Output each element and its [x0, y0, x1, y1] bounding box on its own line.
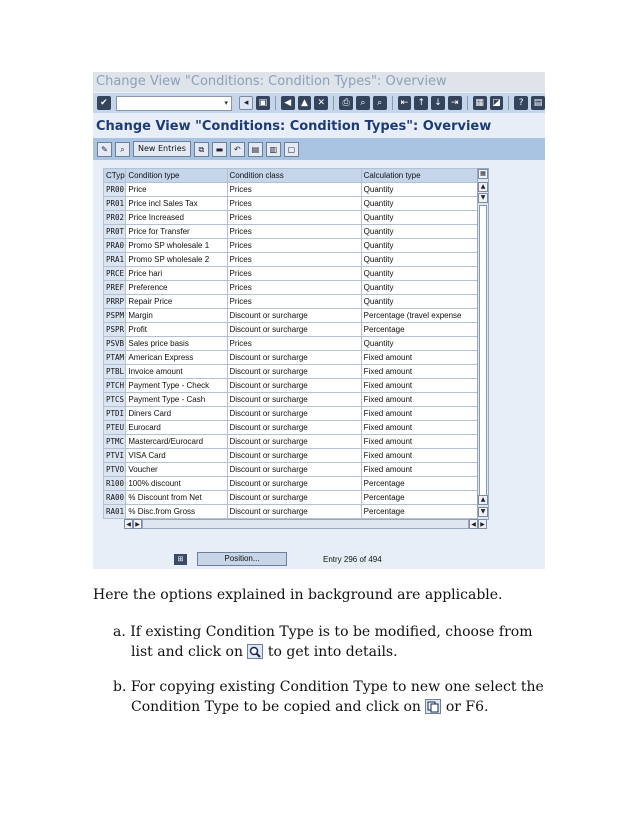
exit-icon[interactable]: ▲ — [298, 96, 312, 110]
table-row[interactable] — [104, 253, 482, 267]
scroll-left-icon[interactable]: ◀ — [124, 519, 133, 529]
condition-type-cell[interactable]: VISA Card — [126, 449, 227, 463]
calculation-type-cell[interactable]: Fixed amount — [361, 393, 481, 407]
select-all-icon[interactable]: ▤ — [248, 142, 263, 157]
change-display-icon[interactable]: ✎ — [97, 142, 112, 157]
condition-class-cell[interactable]: Discount or surcharge — [227, 393, 361, 407]
intro-paragraph: Here the options explained in background are applicable. — [93, 587, 503, 603]
layout-menu-icon[interactable]: ▤ — [531, 96, 545, 110]
position-bar — [174, 552, 382, 566]
scroll-up-icon[interactable]: ▲ — [478, 182, 488, 192]
table-row[interactable] — [104, 225, 482, 239]
next-page-icon[interactable]: ↓ — [431, 96, 445, 110]
condition-class-cell[interactable]: Prices — [227, 211, 361, 225]
history-back-icon[interactable]: ◂ — [239, 96, 253, 110]
ctyp-cell[interactable]: PTVI — [104, 449, 126, 463]
condition-class-cell[interactable]: Discount or surcharge — [227, 309, 361, 323]
table-row[interactable] — [104, 421, 482, 435]
entry-counter: Entry 296 of 494 — [323, 554, 382, 564]
find-icon[interactable]: ⌕ — [356, 96, 370, 110]
calculation-type-cell[interactable]: Percentage (travel expense — [361, 309, 481, 323]
condition-type-cell[interactable]: Mastercard/Eurocard — [126, 435, 227, 449]
table-row[interactable] — [104, 323, 482, 337]
ctyp-cell[interactable]: PR02 — [104, 211, 126, 225]
copy-as-icon — [425, 699, 441, 714]
toolbar-separator — [275, 96, 276, 110]
table-row[interactable] — [104, 491, 482, 505]
item-b-line2-pre: Condition Type to be copied and click on — [131, 699, 421, 715]
vertical-scrollbar[interactable] — [477, 168, 489, 520]
calculation-type-cell[interactable]: Fixed amount — [361, 463, 481, 477]
condition-class-cell[interactable]: Discount or surcharge — [227, 477, 361, 491]
new-entries-button[interactable]: New Entries — [133, 141, 191, 157]
horizontal-scrollbars — [103, 518, 487, 530]
scroll-down-icon[interactable]: ▼ — [478, 507, 488, 517]
calculation-type-cell[interactable]: Percentage — [361, 505, 481, 519]
toolbar-separator — [392, 96, 393, 110]
condition-class-cell[interactable]: Discount or surcharge — [227, 463, 361, 477]
condition-type-cell[interactable]: Voucher — [126, 463, 227, 477]
ctyp-cell[interactable]: PRA1 — [104, 253, 126, 267]
condition-type-cell[interactable]: Repair Price — [126, 295, 227, 309]
find-next-icon[interactable]: ⌕ — [373, 96, 387, 110]
table-row[interactable] — [104, 267, 482, 281]
ctyp-cell[interactable]: PTEU — [104, 421, 126, 435]
column-header-ctyp[interactable]: CTyp — [104, 169, 126, 183]
condition-type-cell[interactable]: Payment Type - Cash — [126, 393, 227, 407]
table-row[interactable] — [104, 477, 482, 491]
ctyp-cell[interactable]: PSVB — [104, 337, 126, 351]
column-header-calculation-type[interactable]: Calculation type — [361, 169, 481, 183]
condition-type-cell[interactable]: % Disc.from Gross — [126, 505, 227, 519]
table-row[interactable] — [104, 435, 482, 449]
condition-class-cell[interactable]: Prices — [227, 183, 361, 197]
condition-class-cell[interactable]: Discount or surcharge — [227, 421, 361, 435]
table-row[interactable] — [104, 393, 482, 407]
select-block-icon[interactable]: ▥ — [266, 142, 281, 157]
table-row[interactable] — [104, 351, 482, 365]
calculation-type-cell[interactable]: Percentage — [361, 323, 481, 337]
ctyp-cell[interactable]: PRRP — [104, 295, 126, 309]
table-header-row — [104, 169, 482, 183]
condition-class-cell[interactable]: Discount or surcharge — [227, 379, 361, 393]
condition-class-cell[interactable]: Prices — [227, 267, 361, 281]
position-button[interactable]: Position... — [197, 552, 287, 566]
ctyp-cell[interactable]: PTBL — [104, 365, 126, 379]
ctyp-cell[interactable]: PTAM — [104, 351, 126, 365]
toolbar-separator — [508, 96, 509, 110]
ctyp-cell[interactable]: R100 — [104, 477, 126, 491]
condition-type-cell[interactable]: Eurocard — [126, 421, 227, 435]
calculation-type-cell[interactable]: Percentage — [361, 491, 481, 505]
condition-type-cell[interactable]: Price Increased — [126, 211, 227, 225]
sap-window — [93, 72, 545, 569]
condition-type-cell[interactable]: Promo SP wholesale 2 — [126, 253, 227, 267]
table-row[interactable] — [104, 463, 482, 477]
condition-type-cell[interactable]: Margin — [126, 309, 227, 323]
toolbar-separator — [333, 96, 334, 110]
condition-class-cell[interactable]: Discount or surcharge — [227, 365, 361, 379]
condition-type-cell[interactable]: Price hari — [126, 267, 227, 281]
calculation-type-cell[interactable]: Fixed amount — [361, 351, 481, 365]
condition-type-cell[interactable]: American Express — [126, 351, 227, 365]
previous-page-icon[interactable]: ↑ — [414, 96, 428, 110]
ctyp-cell[interactable]: PRCE — [104, 267, 126, 281]
calculation-type-cell[interactable]: Quantity — [361, 239, 481, 253]
ctyp-cell[interactable]: PSPR — [104, 323, 126, 337]
ctyp-cell[interactable]: RA00 — [104, 491, 126, 505]
scroll-down-icon[interactable]: ▼ — [478, 193, 488, 203]
condition-type-cell[interactable]: % Discount from Net — [126, 491, 227, 505]
chevron-down-icon[interactable]: ▾ — [224, 98, 228, 107]
scroll-up-icon[interactable]: ▲ — [478, 495, 488, 505]
condition-class-cell[interactable]: Discount or surcharge — [227, 505, 361, 519]
command-field[interactable] — [116, 96, 232, 111]
condition-class-cell[interactable]: Prices — [227, 197, 361, 211]
ctyp-cell[interactable]: PRA0 — [104, 239, 126, 253]
ctyp-cell[interactable]: PR01 — [104, 197, 126, 211]
table-row[interactable] — [104, 365, 482, 379]
details-magnifier-icon — [247, 644, 263, 659]
table-row[interactable] — [104, 379, 482, 393]
calculation-type-cell[interactable]: Fixed amount — [361, 435, 481, 449]
condition-class-cell[interactable]: Prices — [227, 239, 361, 253]
calculation-type-cell[interactable]: Percentage — [361, 477, 481, 491]
item-b-line1: b. For copying existing Condition Type to new one select the — [113, 679, 544, 695]
condition-class-cell[interactable]: Discount or surcharge — [227, 435, 361, 449]
table-row[interactable] — [104, 295, 482, 309]
condition-type-cell[interactable]: Price for Transfer — [126, 225, 227, 239]
scroll-right-icon[interactable]: ▶ — [478, 519, 487, 529]
item-a-line2-post: to get into details. — [267, 644, 398, 660]
copy-as-icon[interactable]: ⧉ — [194, 142, 209, 157]
scroll-thumb[interactable] — [479, 205, 487, 503]
enter-icon[interactable]: ✔ — [97, 96, 111, 110]
condition-type-cell[interactable]: Preference — [126, 281, 227, 295]
calculation-type-cell[interactable]: Fixed amount — [361, 449, 481, 463]
application-toolbar — [93, 138, 545, 160]
ctyp-cell[interactable]: PTDI — [104, 407, 126, 421]
ctyp-cell[interactable]: PREF — [104, 281, 126, 295]
calculation-type-cell[interactable]: Quantity — [361, 225, 481, 239]
create-session-icon[interactable]: ▦ — [473, 96, 487, 110]
calculation-type-cell[interactable]: Quantity — [361, 211, 481, 225]
horizontal-scroll-track[interactable] — [142, 519, 469, 529]
position-icon[interactable]: ⊞ — [174, 554, 187, 565]
table-row[interactable] — [104, 407, 482, 421]
calculation-type-cell[interactable]: Quantity — [361, 183, 481, 197]
table-row[interactable] — [104, 183, 482, 197]
ctyp-cell[interactable]: PTCH — [104, 379, 126, 393]
table-row[interactable] — [104, 449, 482, 463]
condition-type-cell[interactable]: Payment Type - Check — [126, 379, 227, 393]
calculation-type-cell[interactable]: Quantity — [361, 281, 481, 295]
condition-type-cell[interactable]: Invoice amount — [126, 365, 227, 379]
calculation-type-cell[interactable]: Quantity — [361, 337, 481, 351]
print-icon[interactable]: ⎙ — [339, 96, 353, 110]
cancel-icon[interactable]: ✕ — [314, 96, 328, 110]
table-row[interactable] — [104, 309, 482, 323]
ctyp-cell[interactable]: RA01 — [104, 505, 126, 519]
condition-type-cell[interactable]: Price — [126, 183, 227, 197]
calculation-type-cell[interactable]: Quantity — [361, 253, 481, 267]
item-b-line2-post: or F6. — [445, 699, 489, 715]
undo-icon[interactable]: ↶ — [230, 142, 245, 157]
calculation-type-cell[interactable]: Quantity — [361, 267, 481, 281]
table-row[interactable] — [104, 281, 482, 295]
condition-type-cell[interactable]: Sales price basis — [126, 337, 227, 351]
shortcut-icon[interactable]: ◪ — [490, 96, 504, 110]
ctyp-cell[interactable]: PR00 — [104, 183, 126, 197]
condition-class-cell[interactable]: Discount or surcharge — [227, 491, 361, 505]
column-header-condition-class[interactable]: Condition class — [227, 169, 361, 183]
table-row[interactable] — [104, 197, 482, 211]
calculation-type-cell[interactable]: Fixed amount — [361, 379, 481, 393]
page-title: Change View "Conditions: Condition Types": Overview — [96, 119, 492, 134]
ctyp-cell[interactable]: PR0T — [104, 225, 126, 239]
ctyp-cell[interactable]: PTMC — [104, 435, 126, 449]
condition-class-cell[interactable]: Discount or surcharge — [227, 449, 361, 463]
table-row[interactable] — [104, 337, 482, 351]
condition-class-cell[interactable]: Discount or surcharge — [227, 407, 361, 421]
condition-class-cell[interactable]: Prices — [227, 225, 361, 239]
condition-class-cell[interactable]: Prices — [227, 337, 361, 351]
calculation-type-cell[interactable]: Quantity — [361, 197, 481, 211]
first-page-icon[interactable]: ⇤ — [398, 96, 412, 110]
condition-type-cell[interactable]: Diners Card — [126, 407, 227, 421]
help-icon[interactable]: ? — [514, 96, 528, 110]
condition-class-cell[interactable]: Discount or surcharge — [227, 351, 361, 365]
ctyp-cell[interactable]: PTCS — [104, 393, 126, 407]
calculation-type-cell[interactable]: Fixed amount — [361, 365, 481, 379]
last-page-icon[interactable]: ⇥ — [448, 96, 462, 110]
scroll-right-icon[interactable]: ▶ — [133, 519, 142, 529]
condition-type-cell[interactable]: Promo SP wholesale 1 — [126, 239, 227, 253]
item-a-line1: a. If existing Condition Type is to be modified, choose from — [113, 624, 533, 640]
condition-class-cell[interactable]: Prices — [227, 295, 361, 309]
delete-icon[interactable]: ▬ — [212, 142, 227, 157]
condition-types-table — [103, 168, 495, 532]
condition-type-cell[interactable]: Profit — [126, 323, 227, 337]
column-settings-icon[interactable]: ▦ — [478, 169, 488, 179]
back-icon[interactable]: ◀ — [281, 96, 295, 110]
scroll-left-icon[interactable]: ◀ — [469, 519, 478, 529]
standard-toolbar — [93, 93, 545, 113]
condition-type-cell[interactable]: Price incl Sales Tax — [126, 197, 227, 211]
condition-class-cell[interactable]: Prices — [227, 281, 361, 295]
condition-class-cell[interactable]: Prices — [227, 253, 361, 267]
table-row[interactable] — [104, 211, 482, 225]
deselect-all-icon[interactable]: ▢ — [284, 142, 299, 157]
table-row[interactable] — [104, 505, 482, 519]
table-grid — [103, 168, 482, 519]
column-header-condition-type[interactable]: Condition type — [126, 169, 227, 183]
calculation-type-cell[interactable]: Fixed amount — [361, 421, 481, 435]
details-icon[interactable]: ⌕ — [115, 142, 130, 157]
window-title: Change View "Conditions: Condition Types": Overview — [93, 72, 545, 92]
item-a-line2-pre: list and click on — [131, 644, 244, 660]
item-a-line2 — [131, 643, 398, 661]
calculation-type-cell[interactable]: Quantity — [361, 295, 481, 309]
save-icon[interactable]: ▣ — [256, 96, 270, 110]
condition-type-cell[interactable]: 100% discount — [126, 477, 227, 491]
toolbar-separator — [467, 96, 468, 110]
ctyp-cell[interactable]: PTVO — [104, 463, 126, 477]
item-b-line2 — [131, 698, 489, 716]
condition-class-cell[interactable]: Discount or surcharge — [227, 323, 361, 337]
ctyp-cell[interactable]: PSPM — [104, 309, 126, 323]
calculation-type-cell[interactable]: Fixed amount — [361, 407, 481, 421]
table-row[interactable] — [104, 239, 482, 253]
